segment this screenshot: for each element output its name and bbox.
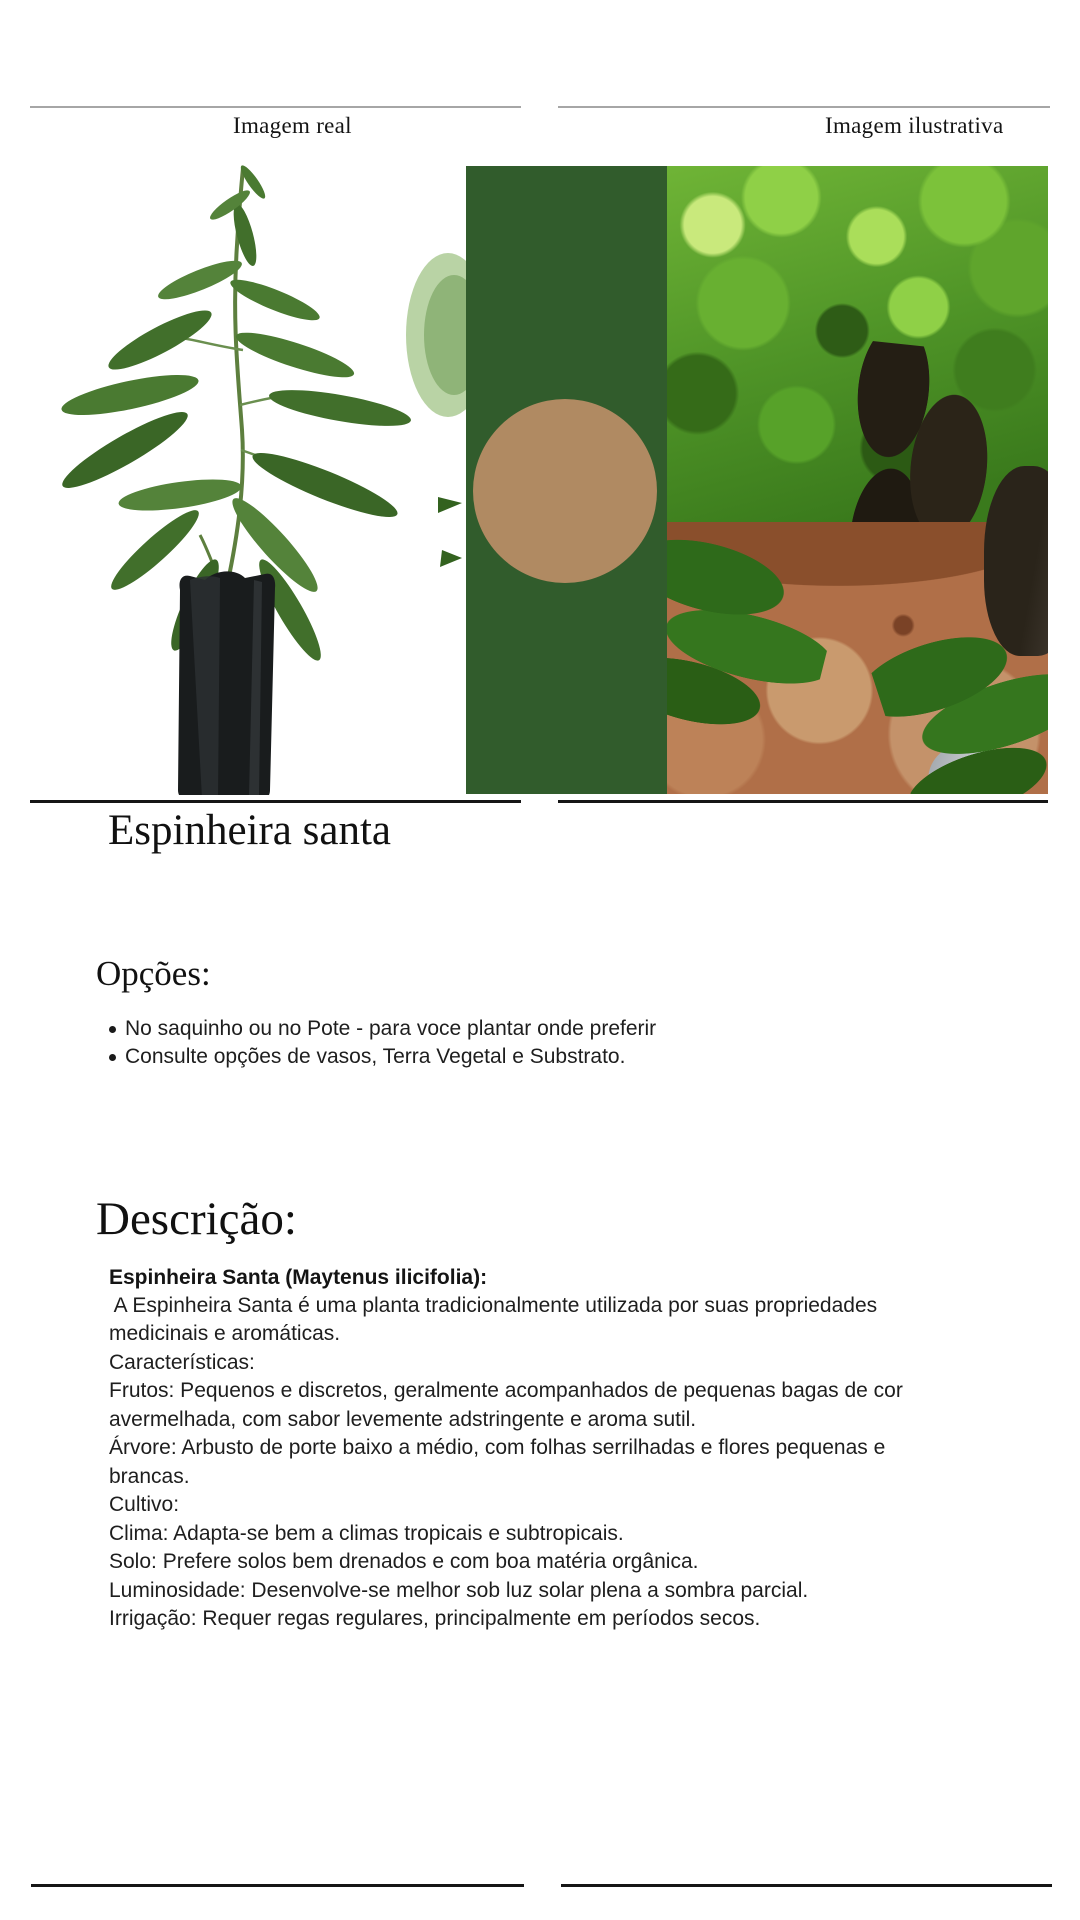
description-line: Luminosidade: Desenvolve-se melhor sob luz solar plena a sombra parcial. bbox=[109, 1578, 809, 1602]
gallery-rule-left bbox=[30, 800, 521, 803]
option-item: No saquinho ou no Pote - para voce plantar onde preferir bbox=[40, 1015, 656, 1043]
product-photo-real bbox=[40, 150, 466, 795]
description-line: A Espinheira Santa é uma planta tradicionalmente utilizada por suas propriedades bbox=[109, 1294, 878, 1317]
description-line: Características: bbox=[109, 1350, 255, 1374]
description-line: Clima: Adapta-se bem a climas tropicais e subtropicais. bbox=[109, 1521, 624, 1545]
description-intro-bold: Espinheira Santa (Maytenus ilicifolia): bbox=[109, 1266, 488, 1289]
description-heading: Descrição: bbox=[96, 1193, 297, 1245]
bottom-rule-right bbox=[561, 1884, 1052, 1887]
product-photo-illustrative bbox=[667, 166, 1048, 794]
description-line: medicinais e aromáticas. bbox=[109, 1322, 341, 1346]
options-heading: Opções: bbox=[96, 954, 211, 993]
description-line: Frutos: Pequenos e discretos, geralmente acompanhados de pequenas bagas de cor bbox=[109, 1379, 903, 1403]
description-line: Irrigação: Requer regas regulares, principalmente em períodos secos. bbox=[109, 1606, 761, 1630]
options-list bbox=[40, 1015, 656, 1072]
description-line: avermelhada, com sabor levemente adstringente e aroma sutil. bbox=[109, 1407, 697, 1431]
gallery-rule-right bbox=[558, 800, 1048, 803]
bottom-rule-left bbox=[31, 1884, 524, 1887]
left-image-caption: Imagem real bbox=[233, 113, 352, 138]
description-line: Árvore: Arbusto de porte baixo a médio, com folhas serrilhadas e flores pequenas e bbox=[109, 1436, 886, 1460]
top-rule-right bbox=[558, 106, 1050, 108]
description-line: Cultivo: bbox=[109, 1493, 180, 1517]
top-rule-left bbox=[30, 106, 521, 108]
plant-illustration bbox=[40, 150, 466, 795]
description-lines bbox=[109, 1292, 903, 1633]
page-title: Espinheira santa bbox=[108, 807, 391, 854]
description-line: brancas. bbox=[109, 1464, 190, 1488]
right-image-caption: Imagem ilustrativa bbox=[825, 113, 1004, 138]
description-line: Solo: Prefere solos bem drenados e com boa matéria orgânica. bbox=[109, 1550, 699, 1574]
option-item: Consulte opções de vasos, Terra Vegetal e Substrato. bbox=[40, 1043, 656, 1071]
berries-circle-photo bbox=[473, 399, 657, 583]
